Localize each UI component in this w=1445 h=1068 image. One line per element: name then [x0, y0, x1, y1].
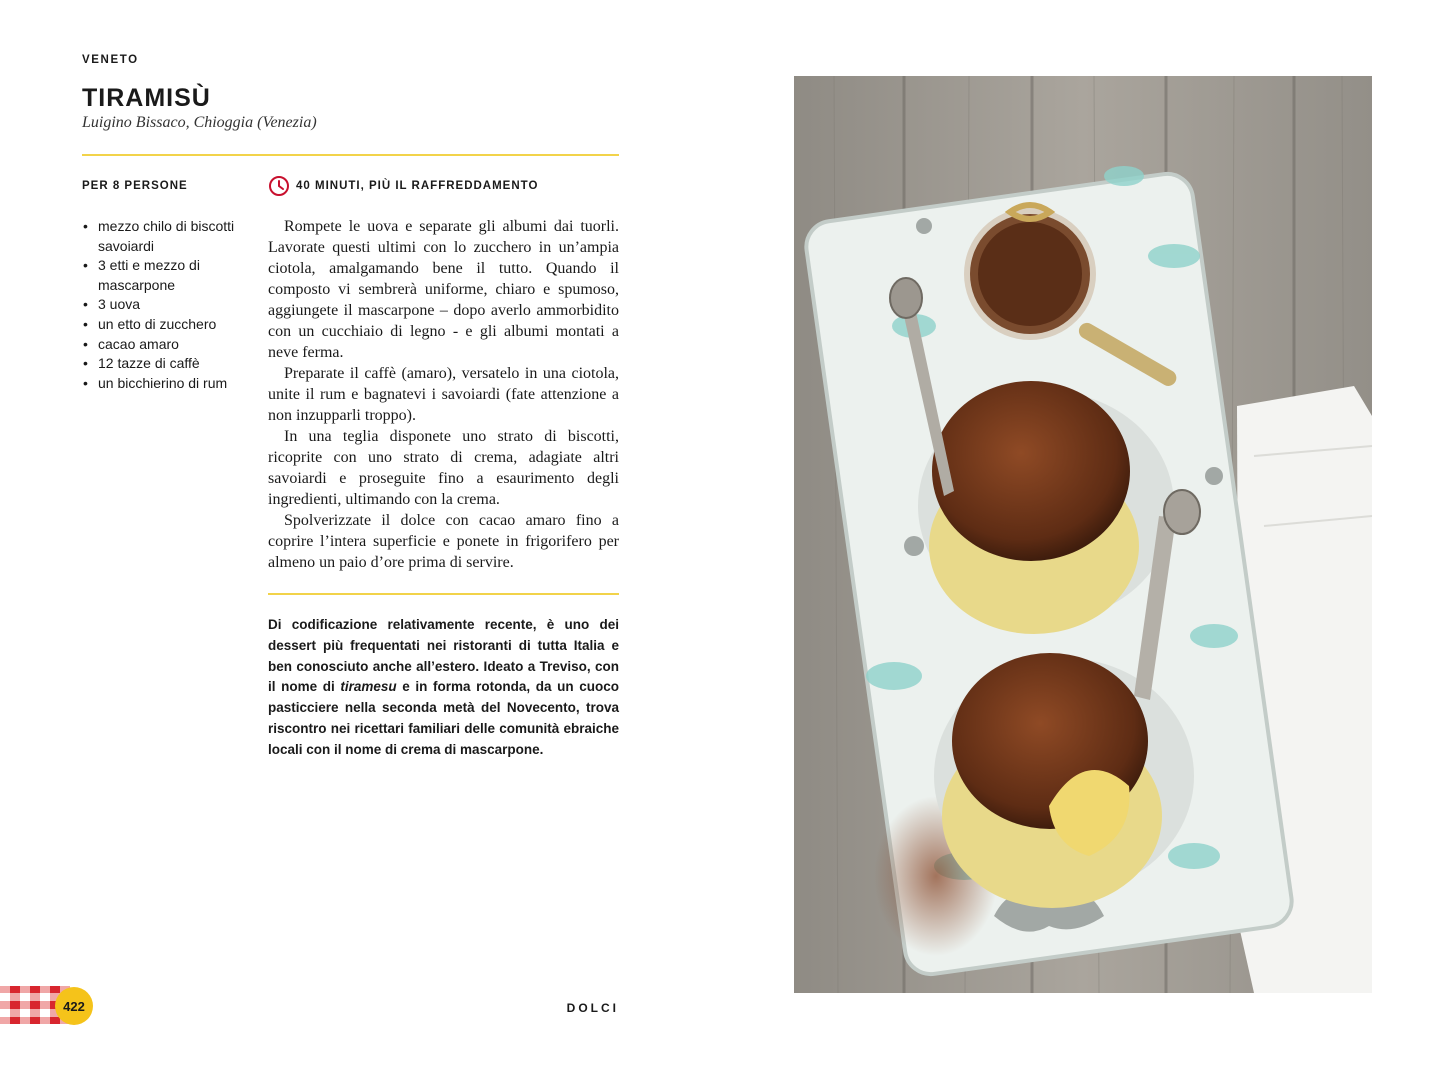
recipe-steps	[268, 216, 619, 573]
clock-icon	[268, 175, 290, 197]
prep-time-label: 40 MINUTI, PIÙ IL RAFFREDDAMENTO	[296, 180, 539, 192]
step-paragraph: Rompete le uova e separate gli albumi dai tuorli. Lavorate questi ultimi con lo zucchero in un’ampia ciotola, amalgamando bene il tutto. Quando il composto vi sembrerà uniforme, chiaro e spumoso, aggiungete il mascarpone – dopo averlo ammorbidito con un cucchiaio di legno - e gli albumi montati a neve ferma.	[268, 218, 619, 361]
recipe-title: TIRAMISÙ	[82, 84, 211, 112]
region-label: VENETO	[82, 54, 139, 66]
ingredient-list	[82, 217, 257, 393]
servings-label: PER 8 PERSONE	[82, 180, 188, 192]
step-paragraph: Preparate il caffè (amaro), versatelo in una ciotola, unite il rum e bagnatevi i savoiardi (fate attenzione a non inzupparli troppo).	[268, 365, 619, 424]
step-paragraph: Spolverizzate il dolce con cacao amaro fino a coprire l’intera superficie e ponete in frigorifero per almeno un paio d’ore prima di servire.	[268, 512, 619, 571]
ingredient-item: • un bicchierino di rum	[82, 374, 257, 394]
ingredient-item: • 12 tazze di caffè	[82, 354, 257, 374]
ingredient-item: • cacao amaro	[82, 335, 257, 355]
section-label: DOLCI	[566, 1001, 619, 1015]
ingredient-item: • mezzo chilo di biscotti savoiardi	[82, 217, 257, 256]
ingredient-item: • un etto di zucchero	[82, 315, 257, 335]
prep-time	[268, 175, 538, 197]
ingredient-item: • 3 uova	[82, 295, 257, 315]
steps-divider	[268, 593, 619, 595]
ingredient-item: • 3 etti e mezzo di mascarpone	[82, 256, 257, 295]
tiramisu-photo	[794, 76, 1372, 993]
recipe-note: Di codificazione relativamente recente, è uno dei dessert più frequentati nei ristoranti di tutta Italia e ben conosciuto anche all’estero. Ideato a Treviso, con il nome di tiramesu e in forma rotonda, da un cuoco pasticciere nella seconda metà del Novecento, trova riscontro nei ricettari familiari delle comunità ebraiche locali con il nome di crema di mascarpone.	[268, 617, 620, 757]
title-divider	[82, 154, 619, 156]
page-number: 422	[55, 987, 93, 1025]
step-paragraph: In una teglia disponete uno strato di biscotti, ricoprite con uno strato di crema, adagiate altri savoiardi e proseguite fino a esaurimento degli ingredienti, ultimando con la crema.	[268, 428, 619, 508]
recipe-author: Luigino Bissaco, Chioggia (Venezia)	[82, 114, 317, 131]
